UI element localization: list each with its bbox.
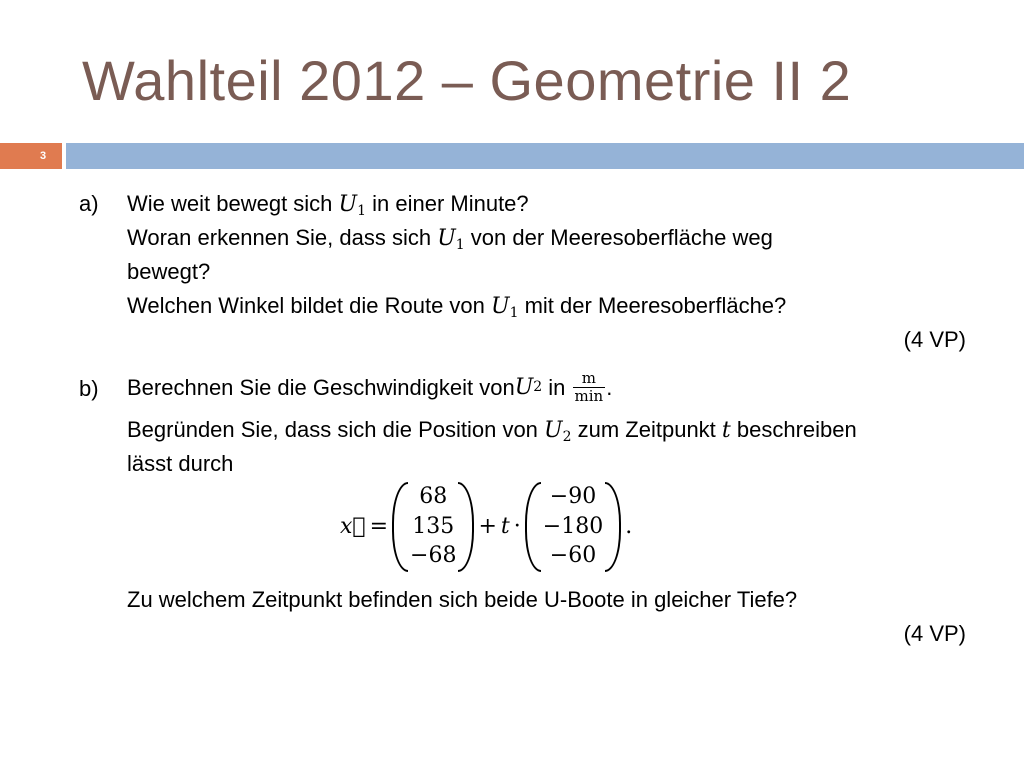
subscript: 1: [357, 203, 366, 219]
subscript: 2: [533, 378, 543, 395]
part-a-question-3: [127, 289, 786, 330]
left-paren: [525, 482, 541, 572]
subscript: 1: [455, 237, 465, 253]
vector-entry: 135: [412, 513, 455, 539]
variable: U: [514, 374, 534, 400]
text: Wie weit bewegt sich: [127, 191, 339, 216]
vector-entry: −60: [549, 543, 597, 568]
unit-fraction: [573, 370, 606, 405]
text: mit der Meeresoberfläche?: [518, 293, 787, 318]
variable: U: [491, 294, 510, 319]
part-b-question-3: Zu welchem Zeitpunkt befinden sich beide U-Boote in gleicher Tiefe?: [127, 587, 798, 612]
text: Woran erkennen Sie, dass sich: [127, 225, 438, 250]
unit-denominator: min: [574, 386, 604, 405]
text: Berechnen Sie die Geschwindigkeit von: [127, 374, 515, 400]
part-a-question-2-cont: bewegt?: [127, 259, 211, 284]
left-paren: [392, 482, 408, 572]
text: Welchen Winkel bildet die Route von: [127, 293, 492, 318]
slide-title: Wahlteil 2012 – Geometrie II 2: [82, 49, 852, 112]
position-vector: x⃗: [340, 513, 366, 539]
vector-entry: −180: [542, 513, 604, 539]
part-b-question-2: [127, 413, 857, 454]
text: .: [606, 374, 613, 400]
right-paren: [605, 482, 621, 572]
plus-sign: +: [478, 513, 497, 539]
variable: U: [338, 192, 358, 217]
subscript: 2: [562, 429, 572, 445]
direction-vector: [525, 480, 621, 572]
part-a-question-2: [127, 221, 773, 262]
parameter: t: [500, 513, 510, 539]
dot-operator: ·: [513, 513, 521, 539]
right-paren: [458, 482, 474, 572]
text: beschreiben: [730, 417, 857, 442]
part-b-points: (4 VP): [903, 621, 966, 646]
text: von der Meeresoberfläche weg: [464, 225, 773, 250]
time-variable: t: [721, 418, 731, 443]
vector-column: [408, 480, 458, 572]
part-a-label: a): [79, 191, 99, 216]
vector-entry: −68: [410, 543, 457, 568]
unit-numerator: m: [573, 370, 606, 388]
period: .: [625, 513, 633, 539]
part-b-question-2-cont: lässt durch: [127, 451, 234, 476]
slide-number: 3: [40, 150, 47, 162]
variable: U: [437, 226, 456, 251]
support-vector: [392, 480, 474, 572]
text: in: [542, 374, 572, 400]
line-equation: [340, 478, 632, 574]
part-b-label: b): [79, 376, 99, 401]
text: in einer Minute?: [366, 191, 529, 216]
vector-entry: −90: [549, 484, 597, 509]
subscript: 1: [509, 305, 519, 321]
part-b-question-1: [127, 364, 612, 410]
part-a-points: (4 VP): [903, 327, 966, 352]
text: Begründen Sie, dass sich die Position von: [127, 417, 545, 442]
text: zum Zeitpunkt: [571, 417, 722, 442]
variable: U: [544, 418, 563, 443]
vector-column: [541, 480, 605, 572]
equals-sign: =: [369, 513, 389, 539]
vector-entry: 68: [419, 484, 448, 509]
